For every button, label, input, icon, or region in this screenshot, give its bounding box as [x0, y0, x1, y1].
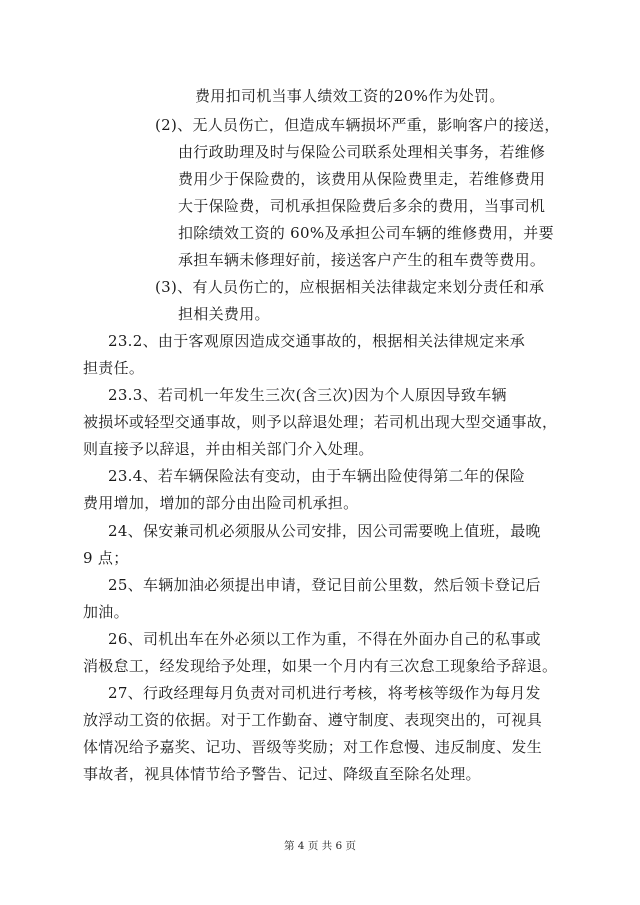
text-line: 26、司机出车在外必须以工作为重，不得在外面办自己的私事或: [108, 630, 541, 648]
text-line: 费用扣司机当事人绩效工资的20%作为处罚。: [195, 87, 505, 105]
text-line: 25、车辆加油必须提出申请，登记目前公里数，然后领卡登记后: [108, 576, 541, 594]
text-line: 则直接予以辞退，并由相关部门介入处理。: [83, 440, 374, 458]
page-number-label: 第 4 页 共 6 页: [283, 840, 357, 852]
text-line: 由行政助理及时与保险公司联系处理相关事务，若维修: [178, 143, 546, 161]
text-line: 23.4、若车辆保险法有变动，由于车辆出险使得第二年的保险: [108, 467, 526, 485]
text-line: 23.2、由于客观原因造成交通事故的，根据相关法律规定来承: [108, 332, 526, 350]
text-line: 27、行政经理每月负责对司机进行考核，将考核等级作为每月发: [108, 684, 541, 702]
text-line: 担相关费用。: [178, 305, 270, 323]
text-line: (3)、有人员伤亡的，应根据相关法律裁定来划分责任和承: [155, 278, 545, 296]
text-line: 23.3、若司机一年发生三次(含三次)因为个人原因导致车辆: [108, 386, 507, 404]
text-line: 事故者，视具体情节给予警告、记过、降级直至除名处理。: [83, 765, 481, 783]
page-footer: [0, 838, 640, 853]
text-line: 担责任。: [83, 359, 145, 377]
text-line: 承担车辆未修理好前，接送客户产生的租车费等费用。: [178, 251, 546, 269]
text-line: 24、保安兼司机必须服从公司安排，因公司需要晚上值班，最晚: [108, 522, 541, 540]
text-line: 体情况给予嘉奖、记功、晋级等奖励；对工作怠慢、违反制度、发生: [83, 738, 543, 756]
text-line: (2)、无人员伤亡，但造成车辆损坏严重，影响客户的接送，: [155, 116, 560, 134]
text-line: 消极怠工，经发现给予处理，如果一个月内有三次怠工现象给予辞退。: [83, 657, 558, 675]
text-line: 扣除绩效工资的 60%及承担公司车辆的维修费用，并要: [178, 224, 554, 242]
text-line: 加油。: [83, 603, 129, 621]
text-line: 费用增加，增加的部分由出险司机承担。: [83, 494, 359, 512]
text-line: 9 点；: [83, 549, 129, 567]
text-line: 费用少于保险费的，该费用从保险费里走，若维修费用: [178, 170, 546, 188]
text-line: 大于保险费，司机承担保险费后多余的费用，当事司机: [178, 197, 546, 215]
text-line: 被损坏或轻型交通事故，则予以辞退处理；若司机出现大型交通事故，: [83, 413, 558, 431]
text-line: 放浮动工资的依据。对于工作勤奋、遵守制度、表现突出的，可视具: [83, 711, 543, 729]
